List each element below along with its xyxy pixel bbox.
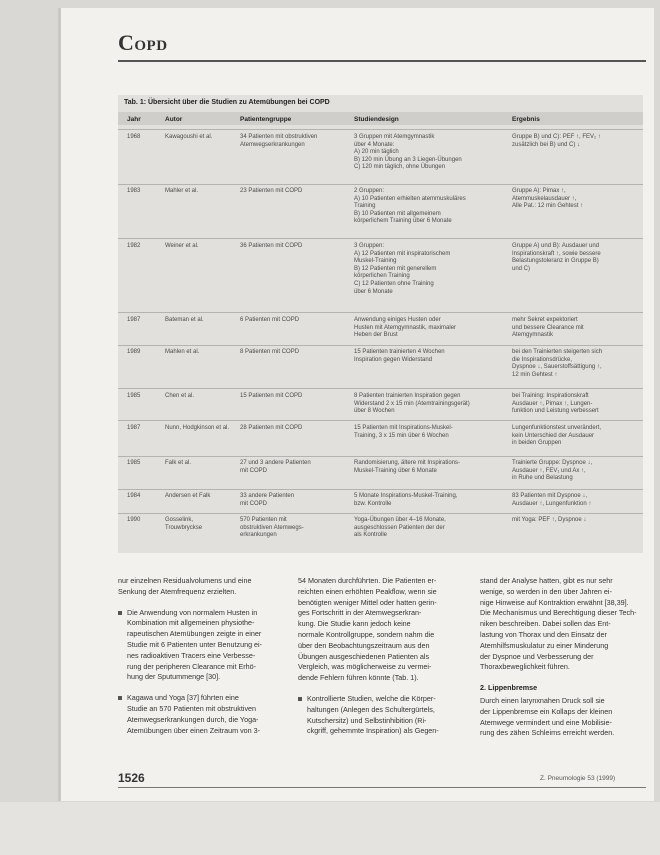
cell-autor: Andersen et Falk	[165, 493, 211, 499]
column-header-ergebnis: Ergebnis	[512, 116, 540, 123]
cell-autor: Chen et al.	[165, 393, 195, 399]
heading-rule	[118, 60, 646, 62]
cell-studiendesign: 8 Patienten trainierten Inspiration gegen Widerstand 2 x 15 min (Atemtrainingsgerät) über 8 Wochen	[354, 393, 470, 415]
cell-studiendesign: 2 Gruppen: A) 10 Patienten erhielten atemmuskuläres Training B) 10 Patienten mit allgemeinem körperlichem Training über 6 Monate	[354, 188, 466, 225]
section-subheading: 2. Lippenbremse	[480, 683, 538, 693]
page-edge-shadow	[0, 802, 660, 855]
cell-patientengruppe: 8 Patienten mit COPD	[240, 349, 300, 355]
column-header-studiendesign: Studiendesign	[354, 116, 399, 123]
cell-studiendesign: 3 Gruppen: A) 12 Patienten mit inspiratorischem Muskel-Training B) 12 Patienten mit generellem körperlichen Training C) 12 Patienten ohne Training über 6 Monate	[354, 243, 451, 295]
column-header-jahr: Jahr	[127, 116, 141, 123]
bullet-paragraph: Kagawa und Yoga [37] führten eine Studie an 570 Patienten mit obstruktiven Atemwegserkrankungen durch, die Yoga- Atemübungen über einen Zeitraum von 3-	[118, 693, 280, 736]
cell-studiendesign: Randomisierung, ältere mit Inspirations- Muskel-Training über 6 Monate	[354, 460, 461, 474]
text-column-2	[298, 576, 460, 747]
cell-jahr: 1987	[127, 425, 141, 431]
chapter-rest: OPD	[134, 38, 168, 54]
cell-jahr: 1982	[127, 243, 141, 249]
running-footer: Z. Pneumologie 53 (1999)	[540, 775, 616, 782]
cell-jahr: 1968	[127, 134, 141, 140]
cell-ergebnis: Gruppe A) und B): Ausdauer und Inspirationskraft ↑, sowie bessere Belastungstoleranz in Gruppe B) und C)	[512, 243, 601, 272]
page-binding-edge	[58, 8, 61, 801]
cell-ergebnis: Gruppe B) und C): PEF ↑, FEV₁ ↑ zusätzlich bei B) und C) ↓	[512, 134, 601, 148]
cell-autor: Weiner et al.	[165, 243, 199, 249]
cell-jahr: 1984	[127, 493, 141, 499]
cell-autor: Nunn, Hodgkinson et al.	[165, 425, 230, 431]
cell-patientengruppe: 23 Patienten mit COPD	[240, 188, 303, 194]
cell-studiendesign: 5 Monate Inspirations-Muskel-Training, bzw. Kontrolle	[354, 493, 458, 507]
cell-studiendesign: 3 Gruppen mit Atemgymnastik über 4 Monate: A) 20 min täglich B) 120 min Übung an 3 Liegen-Übungen C) 120 min täglich, ohne Übungen	[354, 134, 462, 171]
cell-ergebnis: mehr Sekret expektoriert und bessere Clearance mit Atemgymnastik	[512, 317, 584, 339]
text-column-1	[118, 576, 280, 746]
cell-studiendesign: Anwendung einiges Husten oder Husten mit Atemgymnastik, maximaler Heben der Brust	[354, 317, 457, 339]
column-header-autor: Autor	[165, 116, 183, 123]
cell-jahr: 1990	[127, 517, 141, 523]
chapter-heading	[118, 30, 168, 56]
chapter-initial: C	[118, 30, 135, 55]
cell-ergebnis: Trainierte Gruppe: Dyspnoe ↓, Ausdauer ↑, FEV₁ und Ax ↑, in Ruhe und Belastung	[512, 460, 593, 482]
cell-patientengruppe: 34 Patienten mit obstruktiven Atemwegserkrankungen	[240, 134, 318, 148]
column-header-patientengruppe: Patientengruppe	[240, 116, 292, 123]
cell-ergebnis: Gruppe A): Pimax ↑, Atemmuskelausdauer ↑, Alle Pat.: 12 min Gehtest ↑	[512, 188, 584, 210]
bullet-paragraph: Kontrollierte Studien, welche die Körper- haltungen (Anlegen des Schultergürtels, Kutschersitz) und Selbstinhibition (Ri- ckgriff, gehemmte Inspiration) als Gegen-	[298, 694, 460, 737]
text-column-3	[480, 576, 642, 749]
cell-patientengruppe: 28 Patienten mit COPD	[240, 425, 303, 431]
cell-jahr: 1989	[127, 349, 141, 355]
cell-ergebnis: bei Training: Inspirationskraft Ausdauer ↑, Pimax ↑, Lungen- funktion und Leistung verbessert	[512, 393, 599, 415]
cell-studiendesign: Yoga-Übungen über 4–16 Monate, ausgeschlossen Patienten der der als Kontrolle	[354, 517, 446, 539]
cell-jahr: 1983	[127, 188, 141, 194]
cell-studiendesign: 15 Patienten mit Inspirations-Muskel- Training, 3 x 15 min über 6 Wochen	[354, 425, 453, 439]
cell-jahr: 1985	[127, 393, 141, 399]
cell-ergebnis: Lungenfunktionstest unverändert, kein Unterschied der Ausdauer in beiden Gruppen	[512, 425, 602, 447]
cell-autor: Gosselink, Trouwbryckse	[165, 517, 203, 531]
cell-ergebnis: bei den Trainierten steigerten sich die Inspirationsdrücke, Dyspnoe ↓, Sauerstoffsättigung ↑, 12 min Gehtest ↑	[512, 349, 603, 378]
cell-autor: Bateman et al.	[165, 317, 204, 323]
cell-ergebnis: mit Yoga: PEF ↑, Dyspnoe ↓	[512, 517, 587, 523]
footer-rule	[118, 787, 646, 788]
table-title: Tab. 1: Übersicht über die Studien zu Atemübungen bei COPD	[124, 99, 330, 106]
cell-jahr: 1985	[127, 460, 141, 466]
page-number: 1526	[118, 771, 145, 785]
cell-studiendesign: 15 Patienten trainierten 4 Wochen Inspiration gegen Widerstand	[354, 349, 445, 363]
body-paragraph: nur einzelnen Residualvolumens und eine Senkung der Atemfrequenz erzielten.	[118, 576, 252, 596]
cell-autor: Kawagoushi et al.	[165, 134, 213, 140]
cell-patientengruppe: 15 Patienten mit COPD	[240, 393, 303, 399]
bullet-paragraph: Die Anwendung von normalem Husten in Kombination mit allgemeinen physiothe- rapeutischen Atemübungen zeigte in einer Studie mit 6 Patienten unter Benutzung ei- nes radioaktiven Tracers eine Verbesse- rung der peripheren Clearance mit Erhö- hung der Sputummenge [30].	[118, 608, 280, 684]
cell-ergebnis: 83 Patienten mit Dyspnoe ↓, Ausdauer ↑, Lungenfunktion ↑	[512, 493, 592, 507]
cell-patientengruppe: 6 Patienten mit COPD	[240, 317, 300, 323]
cell-autor: Mahler et al.	[165, 188, 199, 194]
body-paragraph: Durch einen larynxnahen Druck soll sie der Lippenbremse ein Kollaps der kleinen Atemwege vermindert und eine Mobilisie- rung des zähen Schleims erreicht werden.	[480, 695, 615, 738]
cell-jahr: 1987	[127, 317, 141, 323]
body-paragraph: 54 Monaten durchführten. Die Patienten er- reichten einen erhöhten Peakflow, wenn sie benötigten weniger Mittel oder hatten gerin- ges Fortschritt in der Atemwegserkran- kung. Die Studie kann jedoch keine normale Kontrollgruppe, sondern nahm die über den Beobachtungszeitraum aus den Übungen ausgeschiedenen Patienten als Vergleich, was möglicherweise zu vermei- dende Fehlern führen könnte (Tab. 1).	[298, 576, 437, 683]
cell-patientengruppe: 27 und 3 andere Patienten mit COPD	[240, 460, 311, 474]
cell-autor: Falk et al.	[165, 460, 192, 466]
cell-patientengruppe: 33 andere Patienten mit COPD	[240, 493, 295, 507]
cell-patientengruppe: 36 Patienten mit COPD	[240, 243, 303, 249]
cell-autor: Mahlen et al.	[165, 349, 200, 355]
body-paragraph: stand der Analyse hatten, gibt es nur sehr wenige, so werden in den über Jahren ei- nige Hinweise auf Kontraktion erwähnt [38,39]. Die Mechanismus und Berechtigung dieser Tech- niken beschreiben. Dabei sollen das Ent- lastung von Thorax und den Einsatz der Atemhilfsmuskulatur zu einer Minderung der Dyspnoe und Verbesserung der Thoraxbeweglichkeit führen.	[480, 576, 637, 672]
cell-patientengruppe: 570 Patienten mit obstruktiven Atemwegs- erkrankungen	[240, 517, 304, 539]
